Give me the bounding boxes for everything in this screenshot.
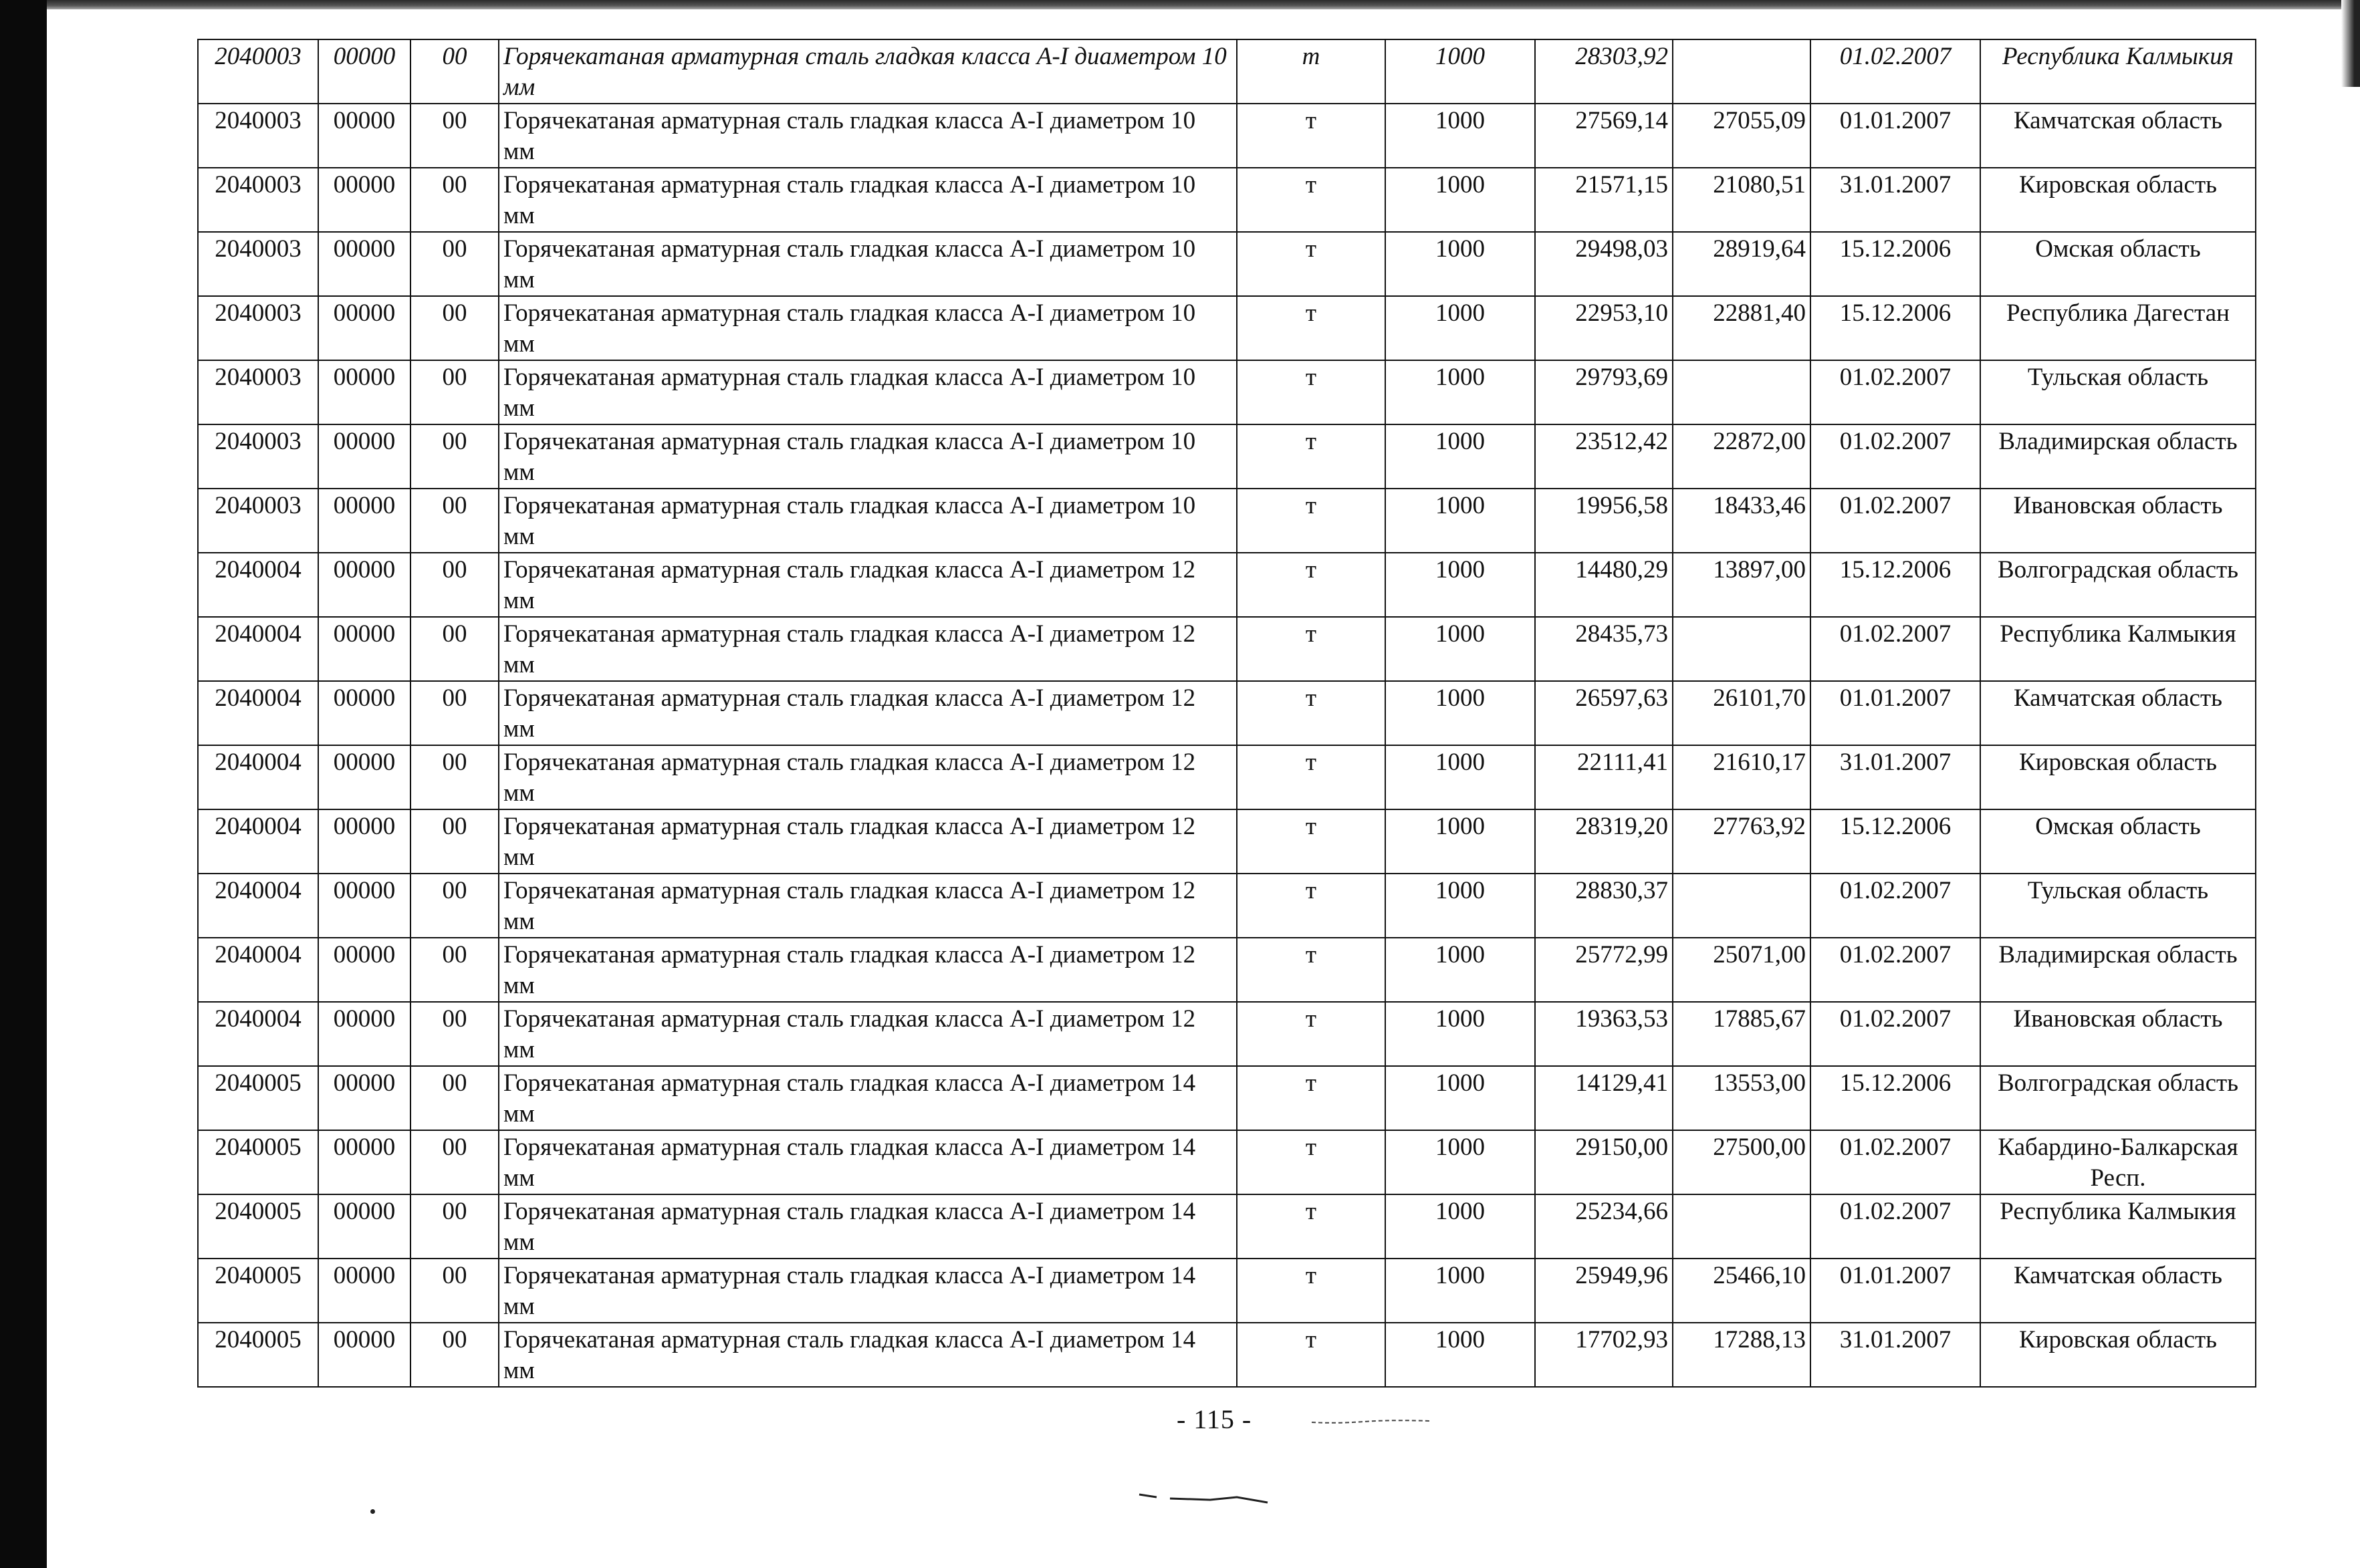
item-name-cell: Горячекатаная арматурная сталь гладкая класса А-I диаметром 10 мм: [499, 104, 1237, 168]
region-cell: Омская область: [1980, 232, 2256, 296]
item-code-cell: 2040005: [198, 1066, 318, 1130]
price-2-cell: 22872,00: [1673, 424, 1810, 489]
price-1-cell: 25234,66: [1535, 1194, 1673, 1259]
price-1-cell: 26597,63: [1535, 681, 1673, 745]
price-1-cell: 19363,53: [1535, 1002, 1673, 1066]
subcode-2-cell: 00: [410, 1194, 499, 1259]
price-2-cell: 21610,17: [1673, 745, 1810, 809]
subcode-cell: 00000: [318, 874, 410, 938]
price-2-cell: 28919,64: [1673, 232, 1810, 296]
subcode-cell: 00000: [318, 39, 410, 104]
subcode-cell: 00000: [318, 168, 410, 232]
unit-cell: т: [1237, 424, 1385, 489]
subcode-2-cell: 00: [410, 1066, 499, 1130]
item-name-cell: Горячекатаная арматурная сталь гладкая класса А-I диаметром 10 мм: [499, 39, 1237, 104]
price-2-cell: [1673, 874, 1810, 938]
scan-smudge: [1137, 1490, 1270, 1504]
price-2-cell: [1673, 360, 1810, 424]
date-cell: 01.02.2007: [1810, 360, 1980, 424]
date-cell: 31.01.2007: [1810, 745, 1980, 809]
unit-cell: т: [1237, 553, 1385, 617]
subcode-cell: 00000: [318, 1259, 410, 1323]
price-2-cell: 18433,46: [1673, 489, 1810, 553]
unit-cell: т: [1237, 1194, 1385, 1259]
subcode-cell: 00000: [318, 617, 410, 681]
price-2-cell: 17885,67: [1673, 1002, 1810, 1066]
quantity-cell: 1000: [1385, 296, 1535, 360]
subcode-2-cell: 00: [410, 1002, 499, 1066]
quantity-cell: 1000: [1385, 553, 1535, 617]
subcode-cell: 00000: [318, 1002, 410, 1066]
price-1-cell: 25949,96: [1535, 1259, 1673, 1323]
quantity-cell: 1000: [1385, 1259, 1535, 1323]
item-name-cell: Горячекатаная арматурная сталь гладкая класса А-I диаметром 12 мм: [499, 553, 1237, 617]
subcode-cell: 00000: [318, 104, 410, 168]
subcode-cell: 00000: [318, 296, 410, 360]
quantity-cell: 1000: [1385, 874, 1535, 938]
quantity-cell: 1000: [1385, 168, 1535, 232]
quantity-cell: 1000: [1385, 681, 1535, 745]
item-name-cell: Горячекатаная арматурная сталь гладкая класса А-I диаметром 14 мм: [499, 1194, 1237, 1259]
price-1-cell: 29498,03: [1535, 232, 1673, 296]
scan-border-left: [0, 0, 47, 1568]
date-cell: 15.12.2006: [1810, 296, 1980, 360]
region-cell: Волгоградская область: [1980, 1066, 2256, 1130]
item-code-cell: 2040005: [198, 1194, 318, 1259]
region-cell: Республика Калмыкия: [1980, 39, 2256, 104]
date-cell: 01.01.2007: [1810, 104, 1980, 168]
region-cell: Республика Калмыкия: [1980, 617, 2256, 681]
price-1-cell: 28830,37: [1535, 874, 1673, 938]
price-1-cell: 28435,73: [1535, 617, 1673, 681]
subcode-cell: 00000: [318, 1130, 410, 1194]
subcode-cell: 00000: [318, 424, 410, 489]
quantity-cell: 1000: [1385, 809, 1535, 874]
price-1-cell: 14129,41: [1535, 1066, 1673, 1130]
unit-cell: т: [1237, 681, 1385, 745]
unit-cell: т: [1237, 809, 1385, 874]
subcode-2-cell: 00: [410, 745, 499, 809]
price-1-cell: 25772,99: [1535, 938, 1673, 1002]
price-2-cell: 17288,13: [1673, 1323, 1810, 1387]
scan-dot: [370, 1509, 375, 1514]
item-name-cell: Горячекатаная арматурная сталь гладкая класса А-I диаметром 10 мм: [499, 360, 1237, 424]
subcode-2-cell: 00: [410, 296, 499, 360]
pen-mark: [1310, 1416, 1431, 1425]
region-cell: Владимирская область: [1980, 424, 2256, 489]
item-name-cell: Горячекатаная арматурная сталь гладкая класса А-I диаметром 12 мм: [499, 874, 1237, 938]
unit-cell: т: [1237, 1259, 1385, 1323]
table-row: [198, 232, 2256, 296]
subcode-cell: 00000: [318, 681, 410, 745]
price-2-cell: [1673, 1194, 1810, 1259]
price-table: [197, 39, 2256, 1388]
unit-cell: т: [1237, 360, 1385, 424]
date-cell: 15.12.2006: [1810, 809, 1980, 874]
quantity-cell: 1000: [1385, 617, 1535, 681]
subcode-cell: 00000: [318, 1194, 410, 1259]
date-cell: 01.01.2007: [1810, 681, 1980, 745]
item-code-cell: 2040003: [198, 104, 318, 168]
table-row: [198, 1323, 2256, 1387]
item-name-cell: Горячекатаная арматурная сталь гладкая класса А-I диаметром 14 мм: [499, 1323, 1237, 1387]
date-cell: 01.02.2007: [1810, 874, 1980, 938]
price-1-cell: 22953,10: [1535, 296, 1673, 360]
item-code-cell: 2040004: [198, 681, 318, 745]
unit-cell: т: [1237, 489, 1385, 553]
table-row: [198, 168, 2256, 232]
item-name-cell: Горячекатаная арматурная сталь гладкая класса А-I диаметром 14 мм: [499, 1130, 1237, 1194]
quantity-cell: 1000: [1385, 1002, 1535, 1066]
region-cell: Кировская область: [1980, 745, 2256, 809]
item-name-cell: Горячекатаная арматурная сталь гладкая класса А-I диаметром 10 мм: [499, 296, 1237, 360]
date-cell: 01.02.2007: [1810, 938, 1980, 1002]
date-cell: 01.02.2007: [1810, 489, 1980, 553]
region-cell: Камчатская область: [1980, 1259, 2256, 1323]
scan-border-top: [47, 0, 2360, 9]
price-1-cell: 22111,41: [1535, 745, 1673, 809]
subcode-2-cell: 00: [410, 104, 499, 168]
subcode-cell: 00000: [318, 745, 410, 809]
item-name-cell: Горячекатаная арматурная сталь гладкая класса А-I диаметром 14 мм: [499, 1259, 1237, 1323]
date-cell: 01.02.2007: [1810, 617, 1980, 681]
item-code-cell: 2040004: [198, 553, 318, 617]
item-code-cell: 2040004: [198, 938, 318, 1002]
item-name-cell: Горячекатаная арматурная сталь гладкая класса А-I диаметром 14 мм: [499, 1066, 1237, 1130]
date-cell: 15.12.2006: [1810, 232, 1980, 296]
date-cell: 31.01.2007: [1810, 168, 1980, 232]
table-row: [198, 360, 2256, 424]
quantity-cell: 1000: [1385, 232, 1535, 296]
price-2-cell: 13553,00: [1673, 1066, 1810, 1130]
price-2-cell: 27763,92: [1673, 809, 1810, 874]
item-name-cell: Горячекатаная арматурная сталь гладкая класса А-I диаметром 10 мм: [499, 424, 1237, 489]
table-row: [198, 104, 2256, 168]
page-number: - 115 -: [1177, 1404, 1252, 1434]
subcode-cell: 00000: [318, 1323, 410, 1387]
quantity-cell: 1000: [1385, 938, 1535, 1002]
subcode-cell: 00000: [318, 938, 410, 1002]
region-cell: Ивановская область: [1980, 1002, 2256, 1066]
region-cell: Кировская область: [1980, 1323, 2256, 1387]
region-cell: Ивановская область: [1980, 489, 2256, 553]
table-row: [198, 745, 2256, 809]
unit-cell: т: [1237, 617, 1385, 681]
subcode-cell: 00000: [318, 809, 410, 874]
quantity-cell: 1000: [1385, 1194, 1535, 1259]
region-cell: Тульская область: [1980, 874, 2256, 938]
table-row: [198, 1194, 2256, 1259]
item-name-cell: Горячекатаная арматурная сталь гладкая класса А-I диаметром 12 мм: [499, 809, 1237, 874]
subcode-2-cell: 00: [410, 553, 499, 617]
subcode-cell: 00000: [318, 232, 410, 296]
table-row: [198, 489, 2256, 553]
item-code-cell: 2040003: [198, 296, 318, 360]
region-cell: Владимирская область: [1980, 938, 2256, 1002]
unit-cell: т: [1237, 232, 1385, 296]
subcode-cell: 00000: [318, 1066, 410, 1130]
scan-border-right: [2341, 0, 2360, 87]
item-name-cell: Горячекатаная арматурная сталь гладкая класса А-I диаметром 12 мм: [499, 745, 1237, 809]
unit-cell: т: [1237, 745, 1385, 809]
item-code-cell: 2040004: [198, 874, 318, 938]
item-name-cell: Горячекатаная арматурная сталь гладкая класса А-I диаметром 12 мм: [499, 938, 1237, 1002]
item-code-cell: 2040003: [198, 489, 318, 553]
region-cell: Республика Дагестан: [1980, 296, 2256, 360]
price-2-cell: 13897,00: [1673, 553, 1810, 617]
subcode-2-cell: 00: [410, 1130, 499, 1194]
item-code-cell: 2040004: [198, 617, 318, 681]
table-row: [198, 1002, 2256, 1066]
subcode-2-cell: 00: [410, 424, 499, 489]
quantity-cell: 1000: [1385, 745, 1535, 809]
unit-cell: т: [1237, 296, 1385, 360]
table-row: [198, 1066, 2256, 1130]
price-2-cell: 25071,00: [1673, 938, 1810, 1002]
price-2-cell: 25466,10: [1673, 1259, 1810, 1323]
item-code-cell: 2040005: [198, 1323, 318, 1387]
price-2-cell: 26101,70: [1673, 681, 1810, 745]
price-1-cell: 23512,42: [1535, 424, 1673, 489]
subcode-2-cell: 00: [410, 489, 499, 553]
item-code-cell: 2040003: [198, 168, 318, 232]
price-2-cell: 27500,00: [1673, 1130, 1810, 1194]
price-1-cell: 29793,69: [1535, 360, 1673, 424]
region-cell: Тульская область: [1980, 360, 2256, 424]
item-name-cell: Горячекатаная арматурная сталь гладкая класса А-I диаметром 10 мм: [499, 489, 1237, 553]
quantity-cell: 1000: [1385, 1130, 1535, 1194]
date-cell: 01.02.2007: [1810, 1130, 1980, 1194]
quantity-cell: 1000: [1385, 104, 1535, 168]
price-2-cell: [1673, 39, 1810, 104]
price-1-cell: 29150,00: [1535, 1130, 1673, 1194]
table-row: [198, 938, 2256, 1002]
item-code-cell: 2040005: [198, 1259, 318, 1323]
subcode-2-cell: 00: [410, 617, 499, 681]
quantity-cell: 1000: [1385, 1066, 1535, 1130]
unit-cell: т: [1237, 938, 1385, 1002]
table-row: [198, 553, 2256, 617]
item-code-cell: 2040003: [198, 232, 318, 296]
date-cell: 01.02.2007: [1810, 424, 1980, 489]
table-row: [198, 1259, 2256, 1323]
table-row: [198, 681, 2256, 745]
subcode-2-cell: 00: [410, 681, 499, 745]
price-1-cell: 14480,29: [1535, 553, 1673, 617]
subcode-2-cell: 00: [410, 874, 499, 938]
subcode-2-cell: 00: [410, 168, 499, 232]
unit-cell: т: [1237, 1323, 1385, 1387]
date-cell: 01.02.2007: [1810, 39, 1980, 104]
unit-cell: т: [1237, 104, 1385, 168]
item-code-cell: 2040005: [198, 1130, 318, 1194]
price-2-cell: 21080,51: [1673, 168, 1810, 232]
table-body: [198, 39, 2256, 1387]
price-1-cell: 19956,58: [1535, 489, 1673, 553]
quantity-cell: 1000: [1385, 1323, 1535, 1387]
price-2-cell: 27055,09: [1673, 104, 1810, 168]
price-1-cell: 28303,92: [1535, 39, 1673, 104]
subcode-2-cell: 00: [410, 360, 499, 424]
subcode-2-cell: 00: [410, 1323, 499, 1387]
item-code-cell: 2040003: [198, 39, 318, 104]
table-row: [198, 424, 2256, 489]
item-code-cell: 2040004: [198, 809, 318, 874]
date-cell: 01.02.2007: [1810, 1002, 1980, 1066]
date-cell: 01.02.2007: [1810, 1194, 1980, 1259]
unit-cell: т: [1237, 168, 1385, 232]
item-code-cell: 2040004: [198, 745, 318, 809]
price-1-cell: 27569,14: [1535, 104, 1673, 168]
price-1-cell: 28319,20: [1535, 809, 1673, 874]
price-1-cell: 17702,93: [1535, 1323, 1673, 1387]
region-cell: Камчатская область: [1980, 681, 2256, 745]
region-cell: Кировская область: [1980, 168, 2256, 232]
item-name-cell: Горячекатаная арматурная сталь гладкая класса А-I диаметром 12 мм: [499, 1002, 1237, 1066]
table-row: [198, 1130, 2256, 1194]
date-cell: 31.01.2007: [1810, 1323, 1980, 1387]
unit-cell: т: [1237, 1002, 1385, 1066]
subcode-cell: 00000: [318, 489, 410, 553]
subcode-2-cell: 00: [410, 1259, 499, 1323]
quantity-cell: 1000: [1385, 489, 1535, 553]
price-2-cell: [1673, 617, 1810, 681]
unit-cell: т: [1237, 1066, 1385, 1130]
quantity-cell: 1000: [1385, 39, 1535, 104]
item-code-cell: 2040004: [198, 1002, 318, 1066]
price-1-cell: 21571,15: [1535, 168, 1673, 232]
quantity-cell: 1000: [1385, 424, 1535, 489]
table-row: [198, 874, 2256, 938]
item-name-cell: Горячекатаная арматурная сталь гладкая класса А-I диаметром 12 мм: [499, 617, 1237, 681]
region-cell: Республика Калмыкия: [1980, 1194, 2256, 1259]
region-cell: Омская область: [1980, 809, 2256, 874]
table-row: [198, 809, 2256, 874]
date-cell: 15.12.2006: [1810, 1066, 1980, 1130]
subcode-cell: 00000: [318, 553, 410, 617]
table-row: [198, 296, 2256, 360]
subcode-2-cell: 00: [410, 232, 499, 296]
item-code-cell: 2040003: [198, 360, 318, 424]
unit-cell: т: [1237, 1130, 1385, 1194]
subcode-cell: 00000: [318, 360, 410, 424]
item-code-cell: 2040003: [198, 424, 318, 489]
region-cell: Камчатская область: [1980, 104, 2256, 168]
quantity-cell: 1000: [1385, 360, 1535, 424]
item-name-cell: Горячекатаная арматурная сталь гладкая класса А-I диаметром 10 мм: [499, 168, 1237, 232]
region-cell: Кабардино-Балкарская Респ.: [1980, 1130, 2256, 1194]
region-cell: Волгоградская область: [1980, 553, 2256, 617]
unit-cell: т: [1237, 39, 1385, 104]
unit-cell: т: [1237, 874, 1385, 938]
subcode-2-cell: 00: [410, 39, 499, 104]
table-row: [198, 39, 2256, 104]
subcode-2-cell: 00: [410, 809, 499, 874]
date-cell: 01.01.2007: [1810, 1259, 1980, 1323]
table-row: [198, 617, 2256, 681]
date-cell: 15.12.2006: [1810, 553, 1980, 617]
item-name-cell: Горячекатаная арматурная сталь гладкая класса А-I диаметром 10 мм: [499, 232, 1237, 296]
subcode-2-cell: 00: [410, 938, 499, 1002]
price-2-cell: 22881,40: [1673, 296, 1810, 360]
item-name-cell: Горячекатаная арматурная сталь гладкая класса А-I диаметром 12 мм: [499, 681, 1237, 745]
